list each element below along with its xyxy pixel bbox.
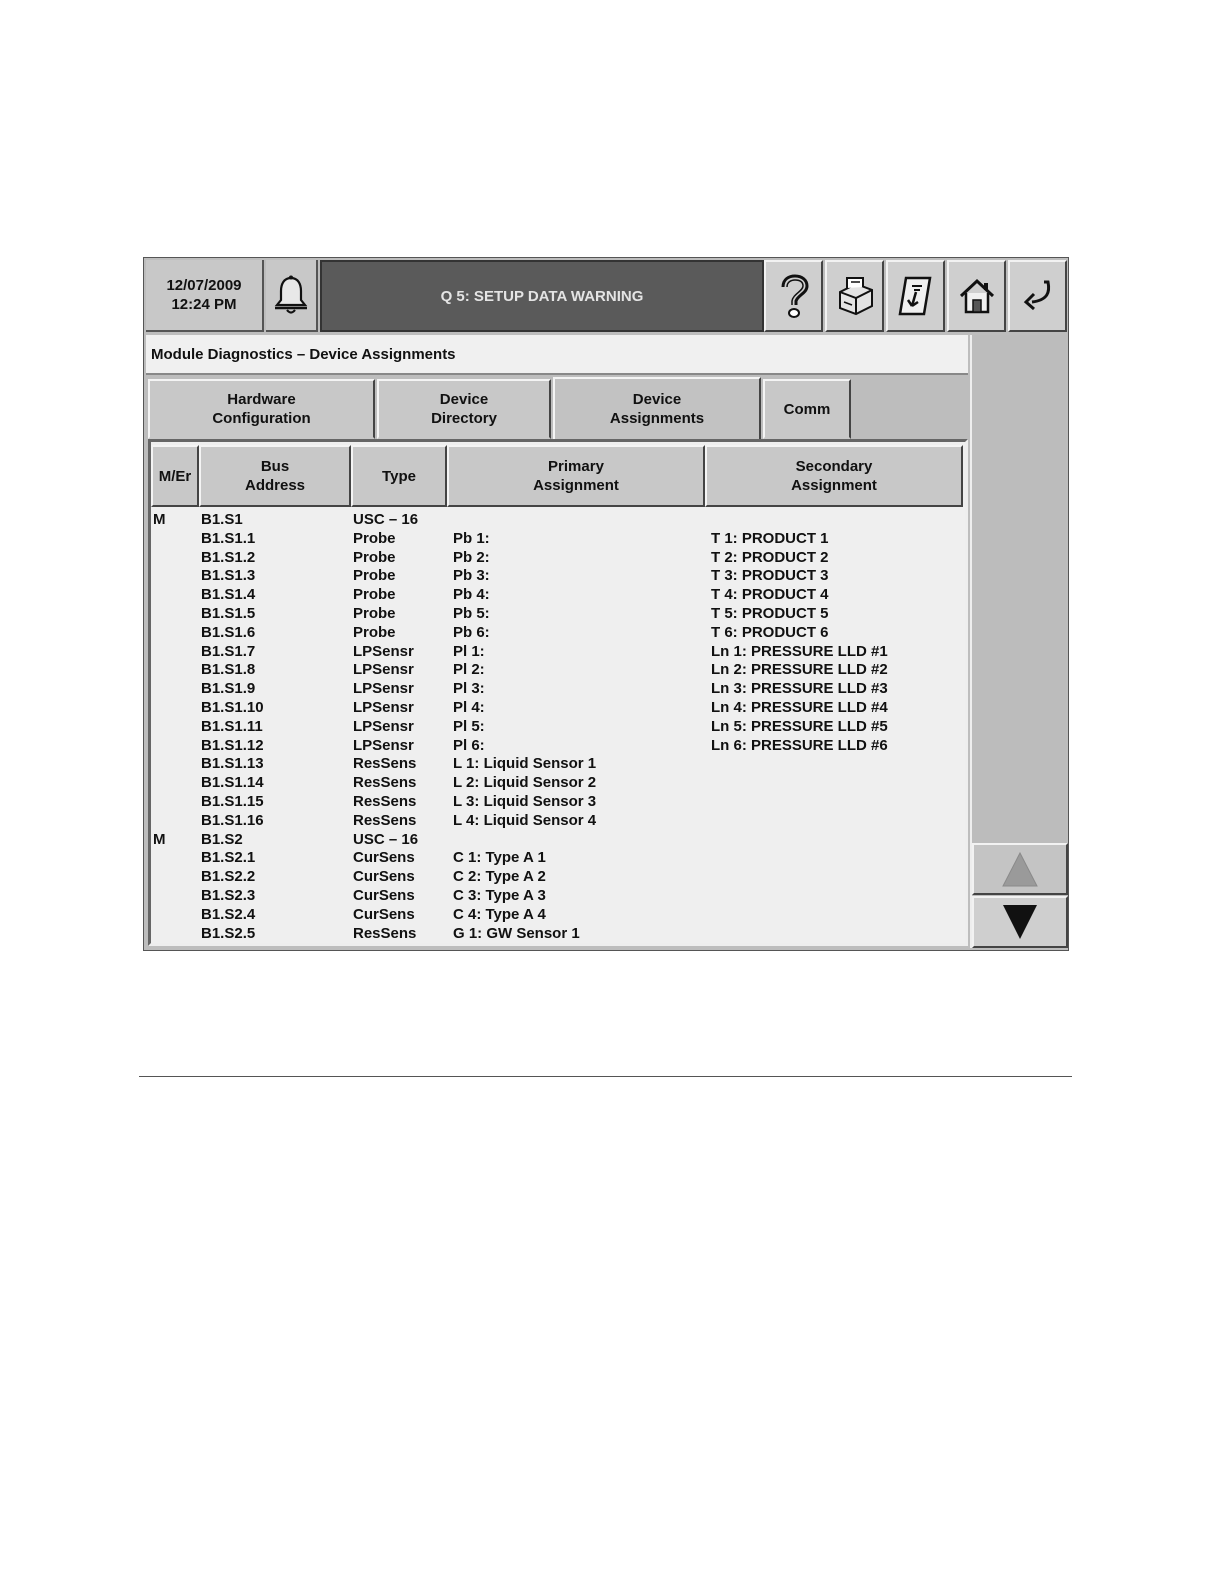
home-icon	[957, 276, 997, 316]
cell-type: ResSens	[353, 924, 417, 942]
table-row[interactable]	[151, 906, 965, 925]
cell-bus-address: B1.S1	[201, 511, 243, 528]
alarm-button[interactable]	[266, 260, 318, 332]
cell-type: CurSens	[353, 886, 415, 904]
table-row[interactable]	[151, 605, 965, 624]
bell-icon	[273, 274, 309, 316]
cell-bus-address: B1.S2.3	[201, 886, 256, 904]
cell-type: Probe	[353, 567, 396, 585]
cell-primary-assignment: Pb 5:	[453, 604, 490, 622]
cell-secondary-assignment: T 5: PRODUCT 5	[711, 604, 829, 622]
header-label-line1: Primary	[548, 458, 604, 475]
cell-primary-assignment: C 1: Type A 1	[453, 849, 546, 867]
cell-type: Probe	[353, 586, 396, 604]
top-bar	[146, 260, 1066, 332]
cell-secondary-assignment: Ln 1: PRESSURE LLD #1	[711, 642, 888, 660]
cell-type: USC – 16	[353, 511, 419, 528]
cell-primary-assignment: G 1: GW Sensor 1	[453, 924, 580, 942]
table-row[interactable]	[151, 530, 965, 549]
back-button[interactable]	[1008, 260, 1067, 332]
arrow-up-icon	[1000, 850, 1040, 888]
cell-primary-assignment: Pl 5:	[453, 717, 485, 735]
tab-label-line2: Directory	[431, 410, 497, 427]
cell-primary-assignment: C 3: Type A 3	[453, 886, 546, 904]
cell-bus-address: B1.S1.11	[201, 717, 263, 735]
column-header-m-er	[151, 445, 199, 507]
page-divider	[139, 1076, 1072, 1077]
table-row[interactable]	[151, 793, 965, 812]
cell-bus-address: B1.S1.6	[201, 623, 256, 641]
cell-primary-assignment: C 4: Type A 4	[453, 905, 546, 923]
table-row[interactable]	[151, 737, 965, 756]
table-body[interactable]	[151, 511, 965, 943]
cell-type: Probe	[353, 548, 396, 566]
table-row[interactable]	[151, 849, 965, 868]
cell-bus-address: B1.S1.1	[201, 529, 256, 547]
column-header-secondary-assignment	[705, 445, 963, 507]
table-row[interactable]	[151, 887, 965, 906]
cell-primary-assignment: L 1: Liquid Sensor 1	[453, 755, 597, 773]
scroll-up-button[interactable]	[972, 843, 1068, 895]
device-assignments-table	[148, 439, 968, 946]
table-row[interactable]	[151, 868, 965, 887]
cell-primary-assignment: Pl 1:	[453, 642, 485, 660]
tab-label-line1: Device	[632, 391, 682, 408]
help-button[interactable]	[764, 260, 823, 332]
cell-secondary-assignment: Ln 5: PRESSURE LLD #5	[711, 717, 888, 735]
tab-label-line1: Comm	[783, 400, 831, 418]
table-row[interactable]	[151, 831, 965, 850]
cell-type: CurSens	[353, 868, 415, 886]
date-time-display	[146, 260, 264, 332]
table-row[interactable]	[151, 661, 965, 680]
cell-type: USC – 16	[353, 830, 419, 848]
cell-secondary-assignment: T 3: PRODUCT 3	[711, 567, 829, 585]
cell-primary-assignment: Pb 3:	[453, 567, 490, 585]
scroll-down-button[interactable]	[972, 896, 1068, 948]
cell-bus-address: B1.S1.5	[201, 604, 256, 622]
tab-device-assignments[interactable]	[553, 377, 761, 441]
header-label-line1: Bus	[260, 458, 290, 475]
console-screen	[143, 257, 1069, 951]
cell-primary-assignment: L 4: Liquid Sensor 4	[453, 811, 597, 829]
cell-secondary-assignment: Ln 3: PRESSURE LLD #3	[711, 680, 888, 698]
date-text: 12/07/2009	[166, 277, 242, 294]
cell-m-er: M	[153, 511, 166, 528]
cell-primary-assignment: Pl 6:	[453, 736, 485, 754]
cell-bus-address: B1.S1.16	[201, 811, 264, 829]
cell-bus-address: B1.S1.15	[201, 792, 264, 810]
home-button[interactable]	[947, 260, 1006, 332]
cell-primary-assignment: Pb 2:	[453, 548, 490, 566]
cell-primary-assignment: C 2: Type A 2	[453, 868, 546, 886]
cell-bus-address: B1.S1.8	[201, 661, 256, 679]
cell-secondary-assignment: T 2: PRODUCT 2	[711, 548, 829, 566]
column-header-primary-assignment	[447, 445, 705, 507]
cell-bus-address: B1.S1.14	[201, 774, 264, 792]
cell-type: Probe	[353, 623, 396, 641]
cell-bus-address: B1.S1.3	[201, 567, 256, 585]
cell-bus-address: B1.S1.12	[201, 736, 264, 754]
table-row[interactable]	[151, 624, 965, 643]
tab-comm[interactable]	[763, 379, 851, 439]
cell-type: LPSensr	[353, 661, 414, 679]
cell-secondary-assignment: Ln 4: PRESSURE LLD #4	[711, 698, 888, 716]
cell-type: CurSens	[353, 849, 415, 867]
table-row[interactable]	[151, 586, 965, 605]
back-icon	[1018, 276, 1058, 316]
cell-type: ResSens	[353, 792, 417, 810]
cell-type: ResSens	[353, 755, 417, 773]
tab-label-line1: Device	[439, 391, 489, 408]
warning-message-bar[interactable]	[320, 260, 764, 332]
table-row[interactable]	[151, 699, 965, 718]
time-text: 12:24 PM	[171, 296, 237, 313]
cell-secondary-assignment: Ln 2: PRESSURE LLD #2	[711, 661, 888, 679]
column-header-type	[351, 445, 447, 507]
cell-type: LPSensr	[353, 717, 414, 735]
cell-type: CurSens	[353, 905, 415, 923]
table-row[interactable]	[151, 812, 965, 831]
cell-bus-address: B1.S1.4	[201, 586, 256, 604]
table-row[interactable]	[151, 680, 965, 699]
cell-type: LPSensr	[353, 642, 414, 660]
cell-type: Probe	[353, 604, 396, 622]
help-icon	[774, 273, 814, 319]
cell-secondary-assignment: T 4: PRODUCT 4	[711, 586, 829, 604]
print-button[interactable]	[825, 260, 884, 332]
cell-bus-address: B1.S2	[201, 830, 243, 848]
header-label-line2: Assignment	[533, 477, 619, 494]
cell-bus-address: B1.S1.10	[201, 698, 264, 716]
table-row[interactable]	[151, 755, 965, 774]
header-label-line2: Address	[244, 477, 306, 494]
report-icon	[896, 274, 936, 318]
cell-primary-assignment: Pb 1:	[453, 529, 490, 547]
cell-type: ResSens	[353, 811, 417, 829]
cell-bus-address: B1.S1.2	[201, 548, 256, 566]
cell-type: LPSensr	[353, 736, 414, 754]
cell-bus-address: B1.S2.5	[201, 924, 256, 942]
cell-secondary-assignment: Ln 6: PRESSURE LLD #6	[711, 736, 888, 754]
cell-primary-assignment: Pb 6:	[453, 623, 490, 641]
cell-type: Probe	[353, 529, 396, 547]
cell-m-er: M	[153, 830, 166, 848]
tab-hardware-configuration[interactable]	[148, 379, 375, 439]
header-label-line2: Assignment	[791, 477, 877, 494]
printer-icon	[834, 274, 876, 318]
table-row[interactable]	[151, 643, 965, 662]
cell-bus-address: B1.S2.2	[201, 868, 256, 886]
table-row[interactable]	[151, 567, 965, 586]
cell-primary-assignment: Pb 4:	[453, 586, 490, 604]
report-button[interactable]	[886, 260, 945, 332]
cell-primary-assignment: Pl 4:	[453, 698, 485, 716]
scroll-column	[970, 335, 1066, 948]
cell-secondary-assignment: T 6: PRODUCT 6	[711, 623, 829, 641]
page-title: Module Diagnostics – Device Assignments	[146, 335, 968, 375]
header-label-line1: Secondary	[795, 458, 873, 475]
cell-primary-assignment: L 2: Liquid Sensor 2	[453, 774, 597, 792]
arrow-down-icon	[1000, 903, 1040, 941]
tab-label-line1: Hardware	[227, 391, 296, 408]
column-header-bus-address	[199, 445, 351, 507]
header-label: Type	[382, 467, 416, 485]
table-row[interactable]	[151, 925, 965, 944]
cell-type: LPSensr	[353, 680, 414, 698]
header-label: M/Er	[158, 467, 192, 485]
cell-primary-assignment: Pl 3:	[453, 680, 485, 698]
cell-primary-assignment: Pl 2:	[453, 661, 485, 679]
table-row[interactable]	[151, 549, 965, 568]
warning-message-text: Q 5: SETUP DATA WARNING	[440, 287, 644, 305]
cell-primary-assignment: L 3: Liquid Sensor 3	[453, 792, 597, 810]
cell-type: ResSens	[353, 774, 417, 792]
table-row[interactable]	[151, 718, 965, 737]
table-row[interactable]	[151, 774, 965, 793]
cell-bus-address: B1.S1.7	[201, 642, 256, 660]
cell-type: LPSensr	[353, 698, 414, 716]
table-row[interactable]	[151, 511, 965, 530]
cell-bus-address: B1.S2.1	[201, 849, 256, 867]
tab-label-line2: Assignments	[609, 410, 705, 427]
cell-bus-address: B1.S1.9	[201, 680, 256, 698]
cell-bus-address: B1.S1.13	[201, 755, 264, 773]
cell-bus-address: B1.S2.4	[201, 905, 256, 923]
tab-label-line2: Configuration	[212, 410, 311, 427]
tab-device-directory[interactable]	[377, 379, 551, 439]
cell-secondary-assignment: T 1: PRODUCT 1	[711, 529, 829, 547]
